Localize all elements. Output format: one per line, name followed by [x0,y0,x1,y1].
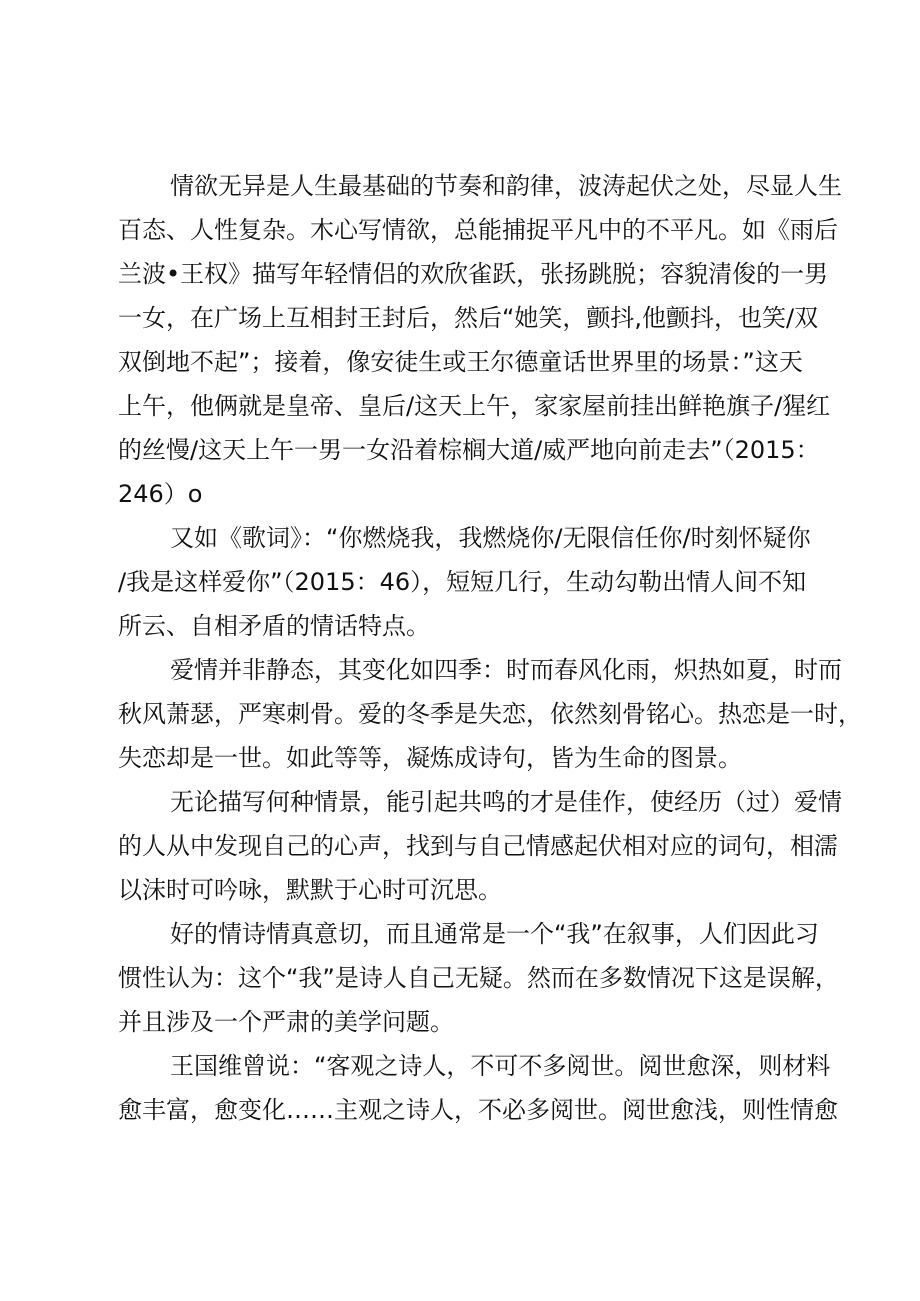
paragraph-3-line-2: 秋风萧瑟，严寒刺骨。爱的冬季是失恋，依然刻骨铭心。热恋是一时， [118,700,862,728]
paragraph-2-line-2: /我是这样爱你”（2015：46），短短几行，生动勾勒出情人间不知 [118,568,807,596]
paragraph-1-line-1: 情欲无异是人生最基础的节奏和韵律，波涛起伏之处，尽显人生 [170,172,842,200]
paragraph-1-line-2: 百态、人性复杂。木心写情欲，总能捕捉平凡中的不平凡。如《雨后 [118,216,838,244]
paragraph-5-line-2: 惯性认为：这个“我”是诗人自己无疑。然而在多数情况下这是误解， [118,964,839,992]
paragraph-4-line-1: 无论描写何种情景，能引起共鸣的才是佳作，使经历（过）爱情 [170,788,842,816]
paragraph-4-line-3: 以沫时可吟咏，默默于心时可沉思。 [118,876,502,904]
paragraph-3-line-3: 失恋却是一世。如此等等，凝炼成诗句，皆为生命的图景。 [118,744,742,772]
paragraph-5-line-3: 并且涉及一个严肃的美学问题。 [118,1008,454,1036]
paragraph-1-line-7: 的丝慢/这天上午一男一女沿着棕榈大道/威严地向前走去”（2015： [118,436,820,464]
paragraph-2-line-1: 又如《歌词》：“你燃烧我，我燃烧你/无限信任你/时刻怀疑你 [170,524,811,552]
paragraph-6-line-1: 王国维曾说：“客观之诗人，不可不多阅世。阅世愈深，则材料 [170,1052,831,1080]
paragraph-5-line-1: 好的情诗情真意切，而且通常是一个“我”在叙事，人们因此习 [170,920,819,948]
paragraph-1-line-8: 246）o [118,480,203,508]
paragraph-1-line-5: 双倒地不起”；接着，像安徒生或王尔德童话世界里的场景：”这天 [118,348,803,376]
paragraph-1-line-3: 兰波•王权》描写年轻情侣的欢欣雀跃，张扬跳脱；容貌清俊的一男 [118,260,829,288]
paragraph-1-line-6: 上午，他俩就是皇帝、皇后/这天上午，家家屋前挂出鲜艳旗子/猩红 [118,392,831,420]
paragraph-4-line-2: 的人从中发现自己的心声，找到与自己情感起伏相对应的词句，相濡 [118,832,838,860]
paragraph-3-line-1: 爱情并非静态，其变化如四季：时而春风化雨，炽热如夏，时而 [170,656,842,684]
paragraph-6-line-2: 愈丰富，愈变化……主观之诗人，不必多阅世。阅世愈浅，则性情愈 [118,1096,838,1124]
paragraph-2-line-3: 所云、自相矛盾的情话特点。 [118,612,430,640]
paragraph-1-line-4: 一女，在广场上互相封王封后，然后“她笑，颤抖,他颤抖，也笑/双 [118,304,819,332]
